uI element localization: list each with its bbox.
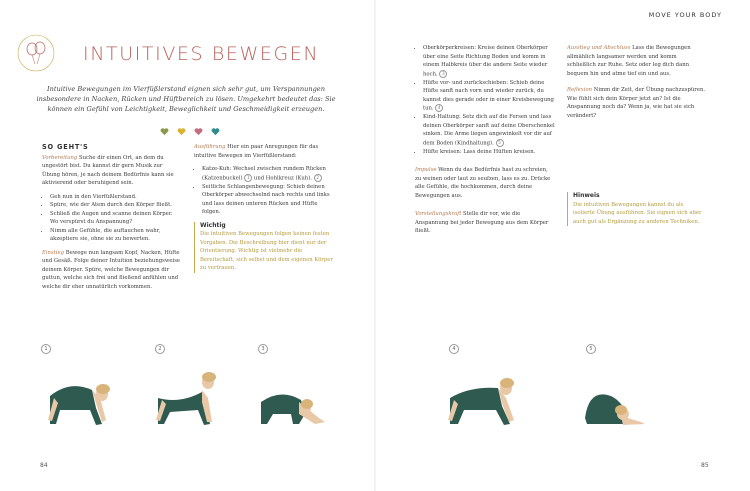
exit-label: Ausstieg und Abschluss [567, 45, 631, 51]
imagination-paragraph [415, 210, 555, 236]
page-number-left: 84 [40, 462, 48, 469]
step-marker: 2 [314, 174, 322, 182]
pose-number: 4 [449, 344, 459, 354]
imagination-text: Stelle dir vor, wie die Anspannung bei jeder Bewegung aus dem Körper fließt. [415, 211, 549, 234]
entry-label: Einstieg [42, 249, 65, 256]
yoga-pose-circle-illustration [255, 358, 335, 430]
pose-number: 3 [258, 344, 268, 354]
step-marker: 4 [435, 104, 443, 112]
list-item [423, 79, 555, 114]
note-text: Die intuitiven Bewegungen folgen keinen festen Vorgaben. Die Beschreibung hier dient nur der Orientierung. Wichtig ist vielmehr die Bereitschaft, sich selbst und dem eigenen Körper zu vertrauen. [200, 231, 333, 271]
page-number-right: 85 [701, 462, 709, 469]
exit-paragraph [567, 44, 707, 78]
preparation-list [42, 193, 182, 244]
note-heading: Wichtig [200, 221, 226, 229]
yoga-pose-cat-illustration [40, 358, 120, 430]
pose-number: 1 [41, 344, 51, 354]
column-closing [567, 44, 707, 226]
note-heading: Hinweis [573, 192, 600, 199]
column-instructions [42, 143, 182, 296]
heart-icon [194, 127, 203, 136]
step-marker: 3 [439, 70, 447, 78]
heart-icon [177, 127, 186, 136]
entry-paragraph [42, 249, 182, 292]
pose-number: 2 [155, 344, 165, 354]
imagination-label: Vorstellungskraft [415, 211, 462, 217]
column-execution [194, 143, 334, 273]
execution-list [194, 165, 334, 217]
execution-paragraph [194, 143, 334, 160]
list-item-text: Katze-Kuh: Wechsel zwischen rundem Rücken (Katzenbuckel) [202, 166, 326, 181]
preparation-text: Suche dir einen Ort, an dem du ungestört bist. Du kannst dir gern Musik zur Übung hören, je nach deinem Bedürfnis kann sie aktivierend oder beruhigend sein. [42, 154, 174, 186]
reflection-label: Reflexion [567, 87, 593, 93]
hearts-row [160, 121, 223, 140]
list-item-text: Kind-Haltung: Setz dich auf die Fersen und lass deinen Oberkörper sanft auf deine Oberschenkel sinken. Die Arme liegen angewinkelt vor dir auf dem Boden (Kindhaltung). [423, 114, 555, 146]
list-item-text: und Hohlkreuz (Kuh). [253, 175, 312, 181]
step-marker: 1 [244, 174, 252, 182]
list-item: • Seitliche Schlangenbewegung: Schieb deinen Oberkörper abwechselnd nach rechts und links und lass deinen unteren Rücken und Hüfte folgen. [202, 183, 334, 217]
balloon-logo-icon [16, 33, 56, 73]
section-header: MOVE YOUR BODY [648, 11, 722, 19]
note-text: Die intuitiven Bewegungen kannst du als isolierte Übung ausführen. Sie eignen sich aber auch gut als Ergänzung zu anderen Techniken. [573, 201, 702, 225]
list-item: • Schließ die Augen und scanne deinen Körper. Wo verspürst du Anspannung? [50, 210, 182, 227]
list-item: • Nimm alle Gefühle, die auftauchen wahr, akzeptiere sie, ohne sie zu bewerten. [50, 227, 182, 244]
step-marker: 5 [496, 139, 504, 147]
entry-text: Bewege nun langsam Kopf, Nacken, Hüfte und Gesäß. Folge deiner Intuition beziehungsweise deinem Körper. Spüre, welche Bewegungen dir guttun, welche sich frei und fließend anfühlen und welche dir eher unnatürlich vorkommen. [42, 249, 181, 290]
yoga-pose-child-illustration [575, 358, 655, 430]
heart-icon [211, 127, 220, 136]
execution-label: Ausführung [194, 144, 226, 150]
list-item: • Geh nun in den Vierfüßlerstand. [50, 193, 182, 202]
impulse-text: Wenn du das Bedürfnis hast zu schreien, zu weinen oder laut zu seufzen, lass es zu. Drücke alle Gefühle, die hochkommen, durch deine Bewegungen aus. [415, 167, 551, 199]
list-item-text: Hüfte vor- und zurückschieben: Schieb deine Hüfte sanft nach vorn und wieder zurück, du kannst dies gerade oder in einer Kreisbewegung tun. [423, 79, 554, 112]
yoga-pose-cow-illustration [150, 358, 230, 430]
list-item [423, 44, 555, 79]
list-item [202, 165, 334, 183]
hint-note [567, 192, 707, 226]
reflection-paragraph [567, 86, 707, 120]
exit-text: Lass die Bewegungen allmählich langsamer werden und komm schließlich zur Ruhe. Setz oder leg dich dann bequem hin und atme tief ein und aus. [567, 45, 691, 77]
important-note [194, 222, 334, 273]
list-item: • Hüfte kreisen: Lass deine Hüften kreisen. [423, 148, 555, 157]
list-item [423, 113, 555, 148]
spread-fold [374, 0, 376, 491]
execution-text: Hier ein paar Anregungen für das intuitive Bewegen im Vierfüßlerstand: [194, 144, 319, 159]
movement-list [415, 44, 555, 156]
preparation-label: Vorbereitung [42, 154, 78, 161]
column-movements [415, 44, 555, 241]
preparation-paragraph [42, 154, 182, 188]
yoga-pose-hip-shift-illustration [440, 358, 530, 430]
list-item-text: Oberkörperkreisen: Kreise deinen Oberkörper über eine Seite Richtung Boden und komm in einem Halbkreis über die andere Seite wieder hoch. [423, 45, 548, 77]
impulse-paragraph [415, 166, 555, 200]
heart-icon [160, 127, 169, 136]
pose-number: 5 [586, 344, 596, 354]
intro-text: Intuitive Bewegungen im Vierfüßlerstand eignen sich sehr gut, um Verspannungen insbesondere in Nacken, Rücken und Hüftbereich zu lösen. Umgekehrt bedeutet das: Sie können ein Gefühl von Leichtigkeit, Beweglichkeit und Geschmeidigkeit erzeugen. [36, 85, 336, 113]
page-title: INTUITIVES BEWEGEN [83, 43, 320, 65]
impulse-label: Impulse [415, 167, 437, 173]
section-heading: SO GEHT'S [42, 143, 89, 151]
list-item: • Spüre, wie der Atem durch den Körper fließt. [50, 201, 182, 210]
reflection-text: Nimm dir Zeit, der Übung nachzuspüren. Wie fühlt sich dein Körper jetzt an? Ist die Anspannung noch da? Wenn ja, wie hat sie sich verändert? [567, 87, 706, 119]
